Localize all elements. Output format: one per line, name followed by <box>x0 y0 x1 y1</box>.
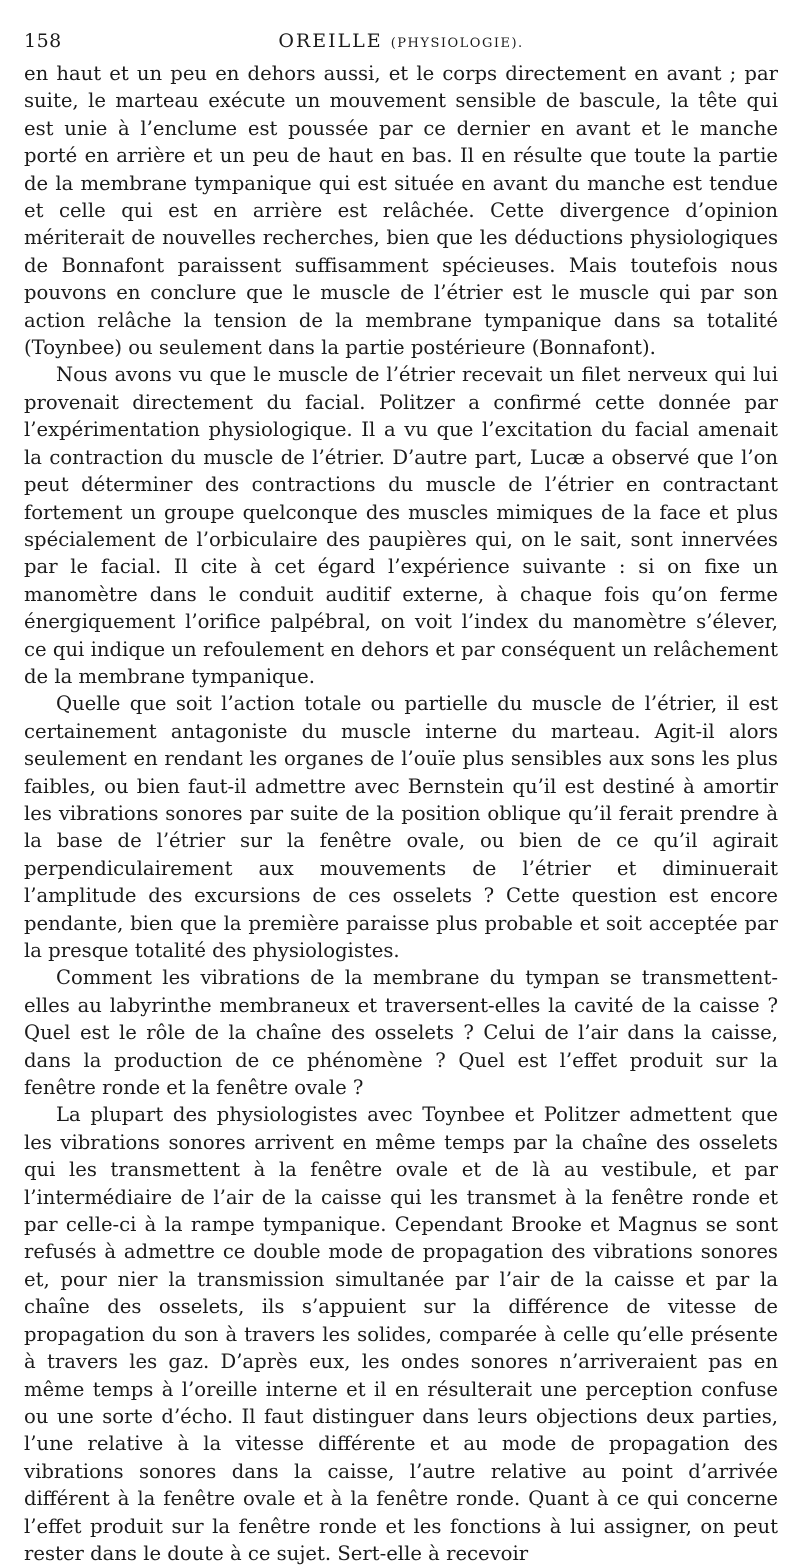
running-title-main: OREILLE <box>278 30 383 52</box>
running-title-sub: (PHYSIOLOGIE). <box>390 36 524 51</box>
running-header <box>24 26 778 60</box>
paragraph-continued: en haut et un peu en dehors aussi, et le corps directement en avant ; par suite, le marteau exécute un mouvement sensible de bascule, la tête qui est unie à l’enclume est poussée par ce dernier en avant et le manche porté en arrière et un peu de haut en bas. Il en résulte que toute la partie de la membrane tympanique qui est située en avant du manche est tendue et celle qui est en arrière est relâchée. Cette divergence d’opinion mériterait de nouvelles recherches, bien que les déductions physiologiques de Bonnafont paraissent suffisamment spécieuses. Mais toutefois nous pouvons en conclure que le muscle de l’étrier est le muscle qui par son action relâche la tension de la membrane tympanique dans sa totalité (Toynbee) ou seulement dans la partie postérieure (Bonnafont). <box>24 62 778 360</box>
body-text <box>24 60 778 1567</box>
book-page <box>24 26 778 1567</box>
paragraph: Quelle que soit l’action totale ou partielle du muscle de l’étrier, il est certainement antagoniste du muscle interne du marteau. Agit-il alors seulement en rendant les organes de l’ouïe plus sensibles aux sons les plus faibles, ou bien faut-il admettre avec Bernstein qu’il est destiné à amortir les vibrations sonores par suite de la position oblique qu’il ferait prendre à la base de l’étrier sur la fenêtre ovale, ou bien de ce qu’il agirait perpendiculairement aux mouvements de l’étrier et diminuerait l’amplitude des excursions de ces osselets ? Cette question est encore pendante, bien que la première paraisse plus probable et soit acceptée par la presque totalité des physiologistes. <box>24 692 778 962</box>
page-number: 158 <box>24 30 62 52</box>
running-title <box>24 30 778 52</box>
paragraph: Comment les vibrations de la membrane du tympan se transmettent-elles au labyrinthe membraneux et traversent-elles la cavité de la caisse ? Quel est le rôle de la chaîne des osselets ? Celui de l’air dans la caisse, dans la production de ce phénomène ? Quel est l’effet produit sur la fenêtre ronde et la fenêtre ovale ? <box>24 966 778 1100</box>
paragraph: La plupart des physiologistes avec Toynbee et Politzer admettent que les vibrations sonores arrivent en même temps par la chaîne des osselets qui les transmettent à la fenêtre ovale et de là au vestibule, et par l’intermédiaire de l’air de la caisse qui les transmet à la fenêtre ronde et par celle-ci à la rampe tympanique. Cependant Brooke et Magnus se sont refusés à admettre ce double mode de propagation des vibrations sonores et, pour nier la transmission simultanée par l’air de la caisse et par la chaîne des osselets, ils s’appuient sur la différence de vitesse de propagation du son à travers les solides, comparée à celle qu’elle présente à travers les gaz. D’après eux, les ondes sonores n’arriveraient pas en même temps à l’oreille interne et il en résulterait une perception confuse ou une sorte d’écho. Il faut distinguer dans leurs objections deux parties, l’une relative à la vitesse différente et au mode de propagation des vibrations sonores dans la caisse, l’autre relative au point d’arrivée différent à la fenêtre ovale et à la fenêtre ronde. Quant à ce qui concerne l’effet produit sur la fenêtre ronde et les fonctions à lui assigner, on peut rester dans le doute à ce sujet. Sert-elle à recevoir <box>24 1103 778 1565</box>
paragraph: Nous avons vu que le muscle de l’étrier recevait un filet nerveux qui lui provenait directement du facial. Politzer a confirmé cette donnée par l’expérimentation physiologique. Il a vu que l’excitation du facial amenait la contraction du muscle de l’étrier. D’autre part, Lucæ a observé que l’on peut déterminer des contractions du muscle de l’étrier en contractant fortement un groupe quelconque des muscles mimiques de la face et plus spécialement de l’orbiculaire des paupières qui, on le sait, sont innervées par le facial. Il cite à cet égard l’expérience suivante : si on fixe un manomètre dans le conduit auditif externe, à chaque fois qu’on ferme énergiquement l’orifice palpébral, on voit l’index du manomètre s’élever, ce qui indique un refoulement en dehors et par conséquent un relâchement de la membrane tympanique. <box>24 363 778 688</box>
